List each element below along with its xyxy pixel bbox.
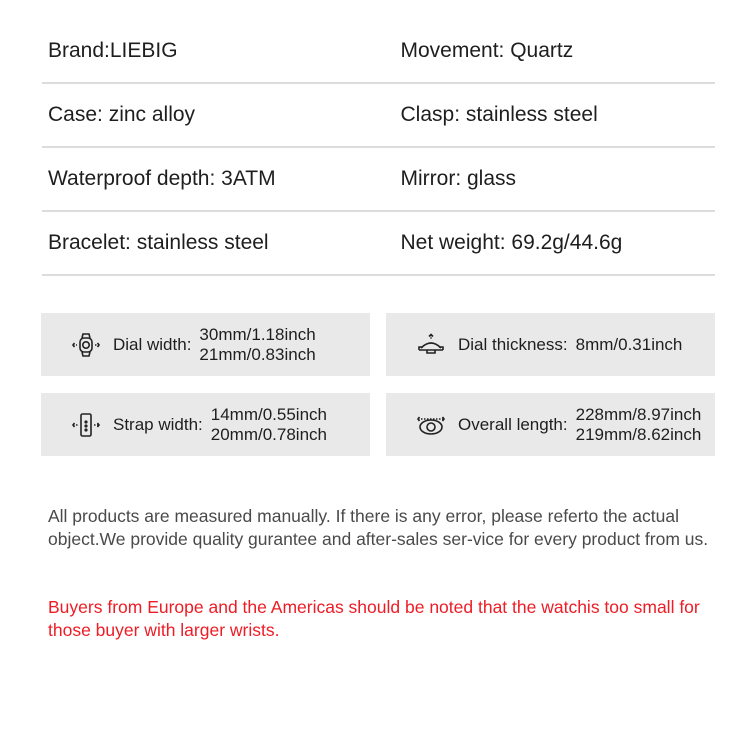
strap-width-label: Strap width: — [113, 414, 203, 434]
spec-clasp: Clasp: stainless steel — [400, 103, 598, 126]
strap-width-value-large: 20mm/0.78inch — [210, 424, 327, 444]
dimensions-row — [41, 313, 715, 376]
overall-length-box — [386, 393, 715, 456]
measurement-note: All products are measured manually. If there is any error, please referto the actual object.We provide quality gurantee and after-sales ser-vice for every product from us. — [48, 506, 709, 549]
strap-width-value-small: 14mm/0.55inch — [210, 404, 327, 424]
overall-length-values — [576, 405, 702, 445]
strap-width-icon — [71, 410, 101, 440]
overall-length-label: Overall length: — [458, 414, 568, 434]
dial-thickness-value: 8mm/0.31inch — [575, 334, 683, 354]
dimensions-panel — [41, 313, 715, 473]
overall-length-value-small: 219mm/8.62inch — [575, 424, 702, 444]
spec-waterproof: Waterproof depth: 3ATM — [48, 167, 276, 190]
dial-width-label: Dial width: — [113, 334, 192, 354]
spec-net-weight: Net weight: 69.2g/44.6g — [400, 231, 623, 254]
dial-width-value-small: 21mm/0.83inch — [199, 344, 316, 364]
spec-brand: Brand:LIEBIG — [48, 39, 178, 62]
spec-row — [42, 84, 715, 148]
dial-thickness-values — [576, 335, 683, 355]
spec-row — [42, 148, 715, 212]
overall-length-value-large: 228mm/8.97inch — [575, 404, 702, 424]
overall-length-icon — [416, 410, 446, 440]
spec-movement: Movement: Quartz — [400, 39, 574, 62]
spec-mirror: Mirror: glass — [400, 167, 517, 190]
spec-row — [42, 20, 715, 84]
spec-bracelet: Bracelet: stainless steel — [48, 231, 269, 254]
watch-face-width-icon — [71, 330, 101, 360]
spec-case: Case: zinc alloy — [48, 103, 196, 126]
dial-thickness-box — [386, 313, 715, 376]
spec-row — [42, 212, 715, 276]
strap-width-box — [41, 393, 370, 456]
watch-thickness-icon — [416, 330, 446, 360]
dial-thickness-label: Dial thickness: — [458, 334, 568, 354]
strap-width-values — [211, 405, 327, 445]
size-warning: Buyers from Europe and the Americas should be noted that the watchis too small for those buyer with larger wrists. — [48, 597, 700, 640]
dial-width-value-large: 30mm/1.18inch — [199, 324, 316, 344]
dial-width-box — [41, 313, 370, 376]
spec-table — [42, 20, 715, 276]
dimensions-row — [41, 393, 715, 456]
dial-width-values — [199, 325, 315, 365]
